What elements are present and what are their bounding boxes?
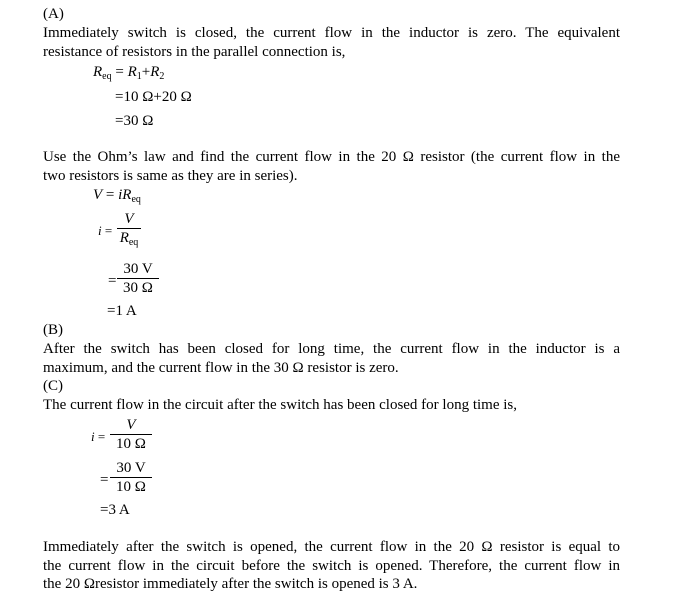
ohm-ir-symbol: iR [118, 187, 132, 203]
part-c-fraction-2-denominator: 10 Ω [116, 479, 146, 495]
part-c-fraction-2-numerator: 30 V [116, 460, 146, 476]
fraction-1-numerator: V [124, 211, 134, 227]
part-a-fraction-1 [117, 210, 141, 252]
ohm-law-equation: $V = iR_{eq}$ [93, 187, 141, 205]
part-c-final-paragraph [43, 538, 620, 594]
part-c-line-1: The current flow in the circuit after the switch has been closed for long time is, [43, 397, 518, 413]
part-b-line-1: After the switch has been closed for long time, the current flow in the inductor is a [43, 341, 620, 357]
part-b-paragraph [43, 340, 620, 377]
part-c-fraction-1-numerator: V [126, 417, 136, 433]
part-b-label: (B) [43, 322, 63, 338]
current-symbol: i [98, 223, 102, 238]
r1-symbol: R [127, 64, 137, 80]
r1-subscript: 1 [136, 71, 142, 82]
part-c-current-symbol: i [91, 429, 95, 444]
ohm-v-symbol: V [93, 187, 103, 203]
ohm-subscript: eq [131, 194, 141, 205]
part-c-current-lhs: i = [91, 429, 106, 444]
part-c-equals-2: = [100, 472, 109, 488]
part-a-fraction-2 [117, 260, 159, 297]
fraction-2-denominator: 30 Ω [123, 280, 153, 296]
fraction-1-denominator-symbol: R [119, 230, 129, 246]
part-c-result: =3 A [100, 502, 130, 518]
fraction-1-denominator-subscript: eq [128, 237, 139, 248]
req-step-1: =10 Ω+20 Ω [115, 89, 192, 105]
part-c-fraction-1-denominator: 10 Ω [116, 436, 146, 452]
req-step-2: =30 Ω [115, 113, 154, 129]
part-b-line-2: maximum, and the current flow in the 30 Ω resistor is zero. [43, 359, 399, 376]
part-c-fraction-1 [110, 416, 152, 453]
part-a-paragraph-2-line-2: two resistors is same as they are in series). [43, 167, 298, 184]
plus-sign: + [141, 64, 151, 80]
req-equation: $R_{eq} = R_1+R_2$ [93, 64, 165, 82]
part-a-label: (A) [43, 6, 64, 22]
part-a-equals-2: = [108, 273, 117, 289]
part-a-current-lhs: i = [98, 223, 113, 238]
part-a-result: =1 A [107, 303, 137, 319]
part-c-final-line-2: the current flow in the circuit before the switch is opened. Therefore, the current flow in [43, 557, 620, 574]
fraction-1-denominator [117, 229, 141, 252]
r2-symbol: R [150, 64, 160, 80]
part-a-paragraph-1-line-2: resistance of resistors in the parallel connection is, [43, 43, 346, 60]
part-c-final-line-1: Immediately after the switch is opened, the current flow in the 20 Ω resistor is equal to [43, 539, 620, 555]
r2-subscript: 2 [159, 71, 165, 82]
req-subscript: eq [102, 71, 112, 82]
part-c-fraction-2 [110, 459, 152, 496]
fraction-2-numerator: 30 V [123, 261, 153, 277]
part-c-label: (C) [43, 378, 63, 394]
part-a-paragraph-2 [43, 148, 620, 185]
part-a-paragraph-1-line-1: Immediately switch is closed, the current flow in the inductor is zero. The equivalent [43, 25, 620, 41]
part-c-final-line-3: the 20 Ωresistor immediately after the switch is opened is 3 A. [43, 576, 418, 592]
part-a-paragraph-2-line-1: Use the Ohm’s law and find the current flow in the 20 Ω resistor (the current flow in the [43, 149, 620, 165]
req-symbol: R [93, 64, 103, 80]
part-a-paragraph-1 [43, 24, 620, 61]
